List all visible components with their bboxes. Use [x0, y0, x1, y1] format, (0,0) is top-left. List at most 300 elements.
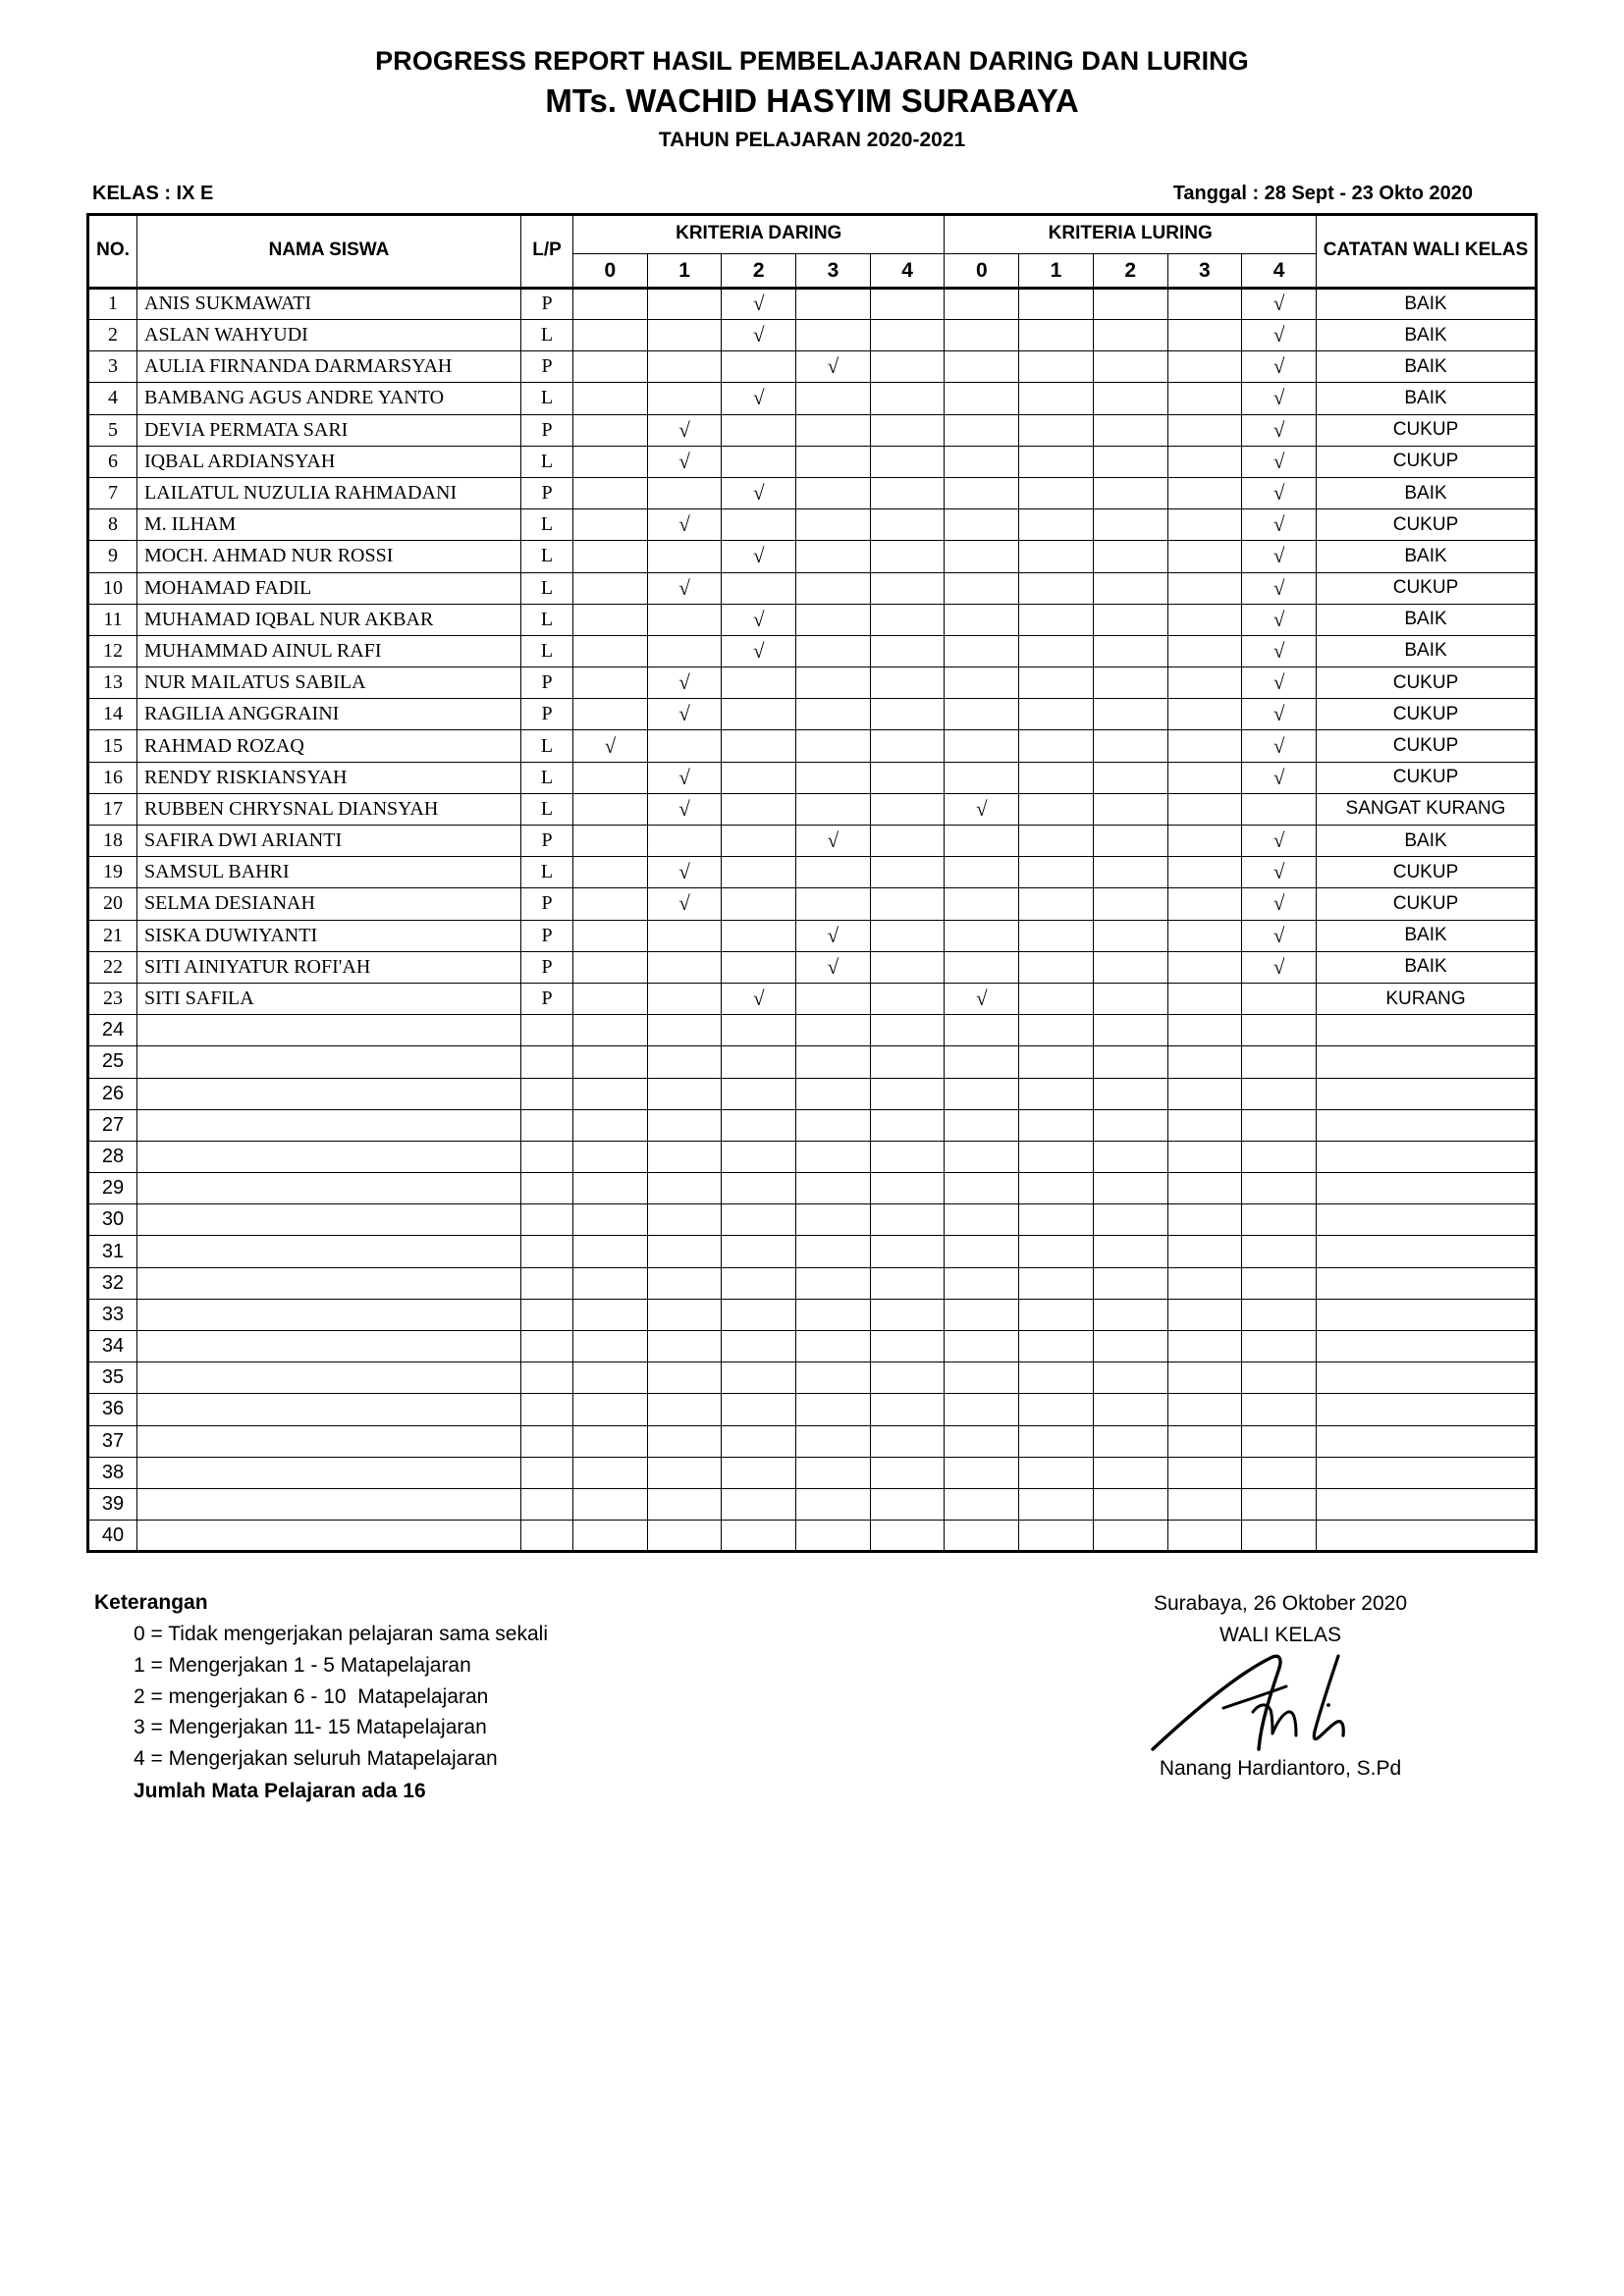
cell-daring-2: [722, 1015, 796, 1046]
cell-catatan: BAIK: [1317, 635, 1537, 667]
cell-luring-4: √: [1242, 699, 1317, 730]
cell-daring-4: [870, 1109, 945, 1141]
cell-luring-2: [1093, 1015, 1167, 1046]
cell-luring-4: [1242, 1078, 1317, 1109]
cell-luring-0: √: [945, 793, 1019, 825]
cell-lp: [521, 1141, 573, 1172]
cell-luring-4: √: [1242, 857, 1317, 888]
cell-luring-2: [1093, 1425, 1167, 1457]
cell-luring-0: √: [945, 983, 1019, 1014]
cell-daring-1: √: [647, 414, 722, 446]
cell-luring-2: [1093, 414, 1167, 446]
cell-daring-0: [573, 1488, 648, 1520]
cell-daring-1: √: [647, 762, 722, 793]
col-header-kriteria-daring-3: 3: [796, 253, 871, 288]
cell-lp: [521, 1362, 573, 1394]
cell-daring-1: [647, 983, 722, 1014]
cell-luring-0: [945, 1362, 1019, 1394]
cell-luring-0: [945, 635, 1019, 667]
cell-daring-1: [647, 541, 722, 572]
cell-daring-0: [573, 983, 648, 1014]
cell-daring-2: √: [722, 635, 796, 667]
cell-name: SITI AINIYATUR ROFI'AH: [137, 951, 521, 983]
cell-luring-1: [1019, 983, 1094, 1014]
cell-luring-1: [1019, 446, 1094, 477]
cell-luring-2: [1093, 635, 1167, 667]
cell-name: IQBAL ARDIANSYAH: [137, 446, 521, 477]
cell-name: [137, 1015, 521, 1046]
cell-luring-2: [1093, 1521, 1167, 1552]
cell-luring-1: [1019, 1173, 1094, 1204]
cell-daring-1: [647, 1394, 722, 1425]
table-head: [88, 214, 1537, 288]
cell-daring-1: [647, 1236, 722, 1267]
cell-luring-3: [1167, 920, 1242, 951]
cell-luring-4: [1242, 1204, 1317, 1236]
cell-luring-2: [1093, 951, 1167, 983]
cell-daring-4: [870, 857, 945, 888]
cell-luring-3: [1167, 857, 1242, 888]
cell-luring-0: [945, 1173, 1019, 1204]
cell-daring-2: [722, 699, 796, 730]
cell-luring-0: [945, 414, 1019, 446]
cell-catatan: [1317, 1046, 1537, 1078]
cell-name: [137, 1488, 521, 1520]
cell-luring-2: [1093, 983, 1167, 1014]
cell-luring-1: [1019, 1015, 1094, 1046]
cell-luring-0: [945, 288, 1019, 319]
cell-daring-2: [722, 1425, 796, 1457]
cell-lp: L: [521, 604, 573, 635]
cell-daring-2: √: [722, 477, 796, 508]
cell-name: [137, 1394, 521, 1425]
cell-luring-3: [1167, 730, 1242, 762]
cell-luring-1: [1019, 857, 1094, 888]
table-row: [88, 1015, 1537, 1046]
cell-daring-3: [796, 730, 871, 762]
cell-luring-2: [1093, 1267, 1167, 1299]
cell-luring-3: [1167, 1046, 1242, 1078]
cell-luring-1: [1019, 762, 1094, 793]
cell-name: ASLAN WAHYUDI: [137, 320, 521, 351]
keterangan-list: [94, 1619, 548, 1776]
cell-luring-1: [1019, 730, 1094, 762]
cell-daring-0: [573, 477, 648, 508]
cell-daring-0: [573, 509, 648, 541]
cell-daring-2: √: [722, 320, 796, 351]
cell-luring-4: √: [1242, 320, 1317, 351]
cell-daring-4: [870, 446, 945, 477]
cell-luring-2: [1093, 1236, 1167, 1267]
col-header-no: NO.: [88, 214, 137, 288]
cell-luring-4: √: [1242, 730, 1317, 762]
cell-luring-2: [1093, 793, 1167, 825]
document-footer: [86, 1588, 1538, 1807]
table-row: [88, 1521, 1537, 1552]
cell-luring-2: [1093, 888, 1167, 920]
cell-luring-4: √: [1242, 667, 1317, 699]
cell-luring-4: [1242, 1488, 1317, 1520]
cell-no: 7: [88, 477, 137, 508]
cell-luring-4: [1242, 1109, 1317, 1141]
cell-luring-1: [1019, 1299, 1094, 1330]
cell-name: [137, 1521, 521, 1552]
cell-lp: L: [521, 793, 573, 825]
col-header-lp: L/P: [521, 214, 573, 288]
cell-daring-4: [870, 1015, 945, 1046]
table-row: [88, 541, 1537, 572]
cell-name: [137, 1331, 521, 1362]
table-row: [88, 320, 1537, 351]
table-row: [88, 572, 1537, 604]
cell-luring-2: [1093, 446, 1167, 477]
cell-no: 36: [88, 1394, 137, 1425]
cell-luring-4: [1242, 1015, 1317, 1046]
cell-no: 12: [88, 635, 137, 667]
cell-no: 23: [88, 983, 137, 1014]
cell-daring-3: [796, 888, 871, 920]
cell-no: 24: [88, 1015, 137, 1046]
cell-daring-3: [796, 699, 871, 730]
cell-luring-1: [1019, 414, 1094, 446]
cell-luring-3: [1167, 1521, 1242, 1552]
cell-daring-1: [647, 383, 722, 414]
cell-daring-2: [722, 1046, 796, 1078]
cell-luring-4: √: [1242, 446, 1317, 477]
cell-name: AULIA FIRNANDA DARMARSYAH: [137, 351, 521, 383]
cell-daring-4: [870, 1457, 945, 1488]
cell-luring-1: [1019, 288, 1094, 319]
cell-daring-3: [796, 1236, 871, 1267]
cell-luring-1: [1019, 951, 1094, 983]
cell-name: MOHAMAD FADIL: [137, 572, 521, 604]
cell-daring-0: [573, 1141, 648, 1172]
cell-lp: [521, 1078, 573, 1109]
cell-lp: [521, 1204, 573, 1236]
cell-luring-1: [1019, 383, 1094, 414]
cell-catatan: CUKUP: [1317, 888, 1537, 920]
cell-luring-3: [1167, 635, 1242, 667]
cell-luring-0: [945, 762, 1019, 793]
cell-luring-1: [1019, 1046, 1094, 1078]
signature-name: Nanang Hardiantoro, S.Pd: [1159, 1757, 1402, 1781]
cell-luring-2: [1093, 1173, 1167, 1204]
cell-name: SITI SAFILA: [137, 983, 521, 1014]
cell-daring-3: √: [796, 351, 871, 383]
cell-daring-2: [722, 1141, 796, 1172]
cell-no: 27: [88, 1109, 137, 1141]
cell-daring-3: [796, 793, 871, 825]
cell-luring-3: [1167, 572, 1242, 604]
cell-daring-3: √: [796, 951, 871, 983]
table-row: [88, 1141, 1537, 1172]
cell-luring-3: [1167, 1394, 1242, 1425]
cell-luring-4: [1242, 983, 1317, 1014]
signature-place-date: Surabaya, 26 Oktober 2020: [1153, 1592, 1407, 1616]
cell-daring-1: [647, 1046, 722, 1078]
cell-lp: [521, 1457, 573, 1488]
cell-lp: P: [521, 667, 573, 699]
cell-name: [137, 1078, 521, 1109]
col-header-kriteria-daring-4: 4: [870, 253, 945, 288]
cell-daring-4: [870, 951, 945, 983]
cell-daring-2: [722, 762, 796, 793]
cell-daring-4: [870, 983, 945, 1014]
table-row: [88, 951, 1537, 983]
cell-luring-2: [1093, 383, 1167, 414]
cell-daring-1: √: [647, 667, 722, 699]
table-row: [88, 920, 1537, 951]
cell-name: MOCH. AHMAD NUR ROSSI: [137, 541, 521, 572]
cell-daring-0: [573, 1457, 648, 1488]
cell-luring-4: √: [1242, 351, 1317, 383]
cell-no: 35: [88, 1362, 137, 1394]
cell-daring-2: [722, 1173, 796, 1204]
cell-daring-1: [647, 951, 722, 983]
cell-luring-0: [945, 320, 1019, 351]
cell-lp: [521, 1046, 573, 1078]
table-row: [88, 414, 1537, 446]
cell-luring-1: [1019, 604, 1094, 635]
cell-luring-0: [945, 1015, 1019, 1046]
cell-luring-0: [945, 572, 1019, 604]
cell-name: SISKA DUWIYANTI: [137, 920, 521, 951]
cell-daring-4: [870, 793, 945, 825]
cell-luring-4: [1242, 1362, 1317, 1394]
cell-luring-0: [945, 857, 1019, 888]
cell-name: LAILATUL NUZULIA RAHMADANI: [137, 477, 521, 508]
cell-luring-1: [1019, 1204, 1094, 1236]
cell-luring-3: [1167, 1299, 1242, 1330]
cell-daring-1: √: [647, 699, 722, 730]
cell-daring-1: [647, 1015, 722, 1046]
cell-luring-3: [1167, 888, 1242, 920]
table-row: [88, 762, 1537, 793]
cell-no: 14: [88, 699, 137, 730]
cell-lp: [521, 1236, 573, 1267]
col-header-kriteria-luring-2: 2: [1093, 253, 1167, 288]
cell-catatan: [1317, 1394, 1537, 1425]
cell-luring-1: [1019, 477, 1094, 508]
cell-daring-4: [870, 541, 945, 572]
cell-daring-3: [796, 1141, 871, 1172]
cell-daring-3: [796, 1173, 871, 1204]
cell-catatan: BAIK: [1317, 320, 1537, 351]
keterangan-item-1: 1 = Mengerjakan 1 - 5 Matapelajaran: [134, 1653, 471, 1677]
cell-luring-4: √: [1242, 288, 1317, 319]
cell-luring-2: [1093, 920, 1167, 951]
cell-name: BAMBANG AGUS ANDRE YANTO: [137, 383, 521, 414]
cell-luring-3: [1167, 1267, 1242, 1299]
cell-daring-0: [573, 1173, 648, 1204]
cell-name: [137, 1204, 521, 1236]
cell-daring-2: [722, 1204, 796, 1236]
cell-luring-4: √: [1242, 762, 1317, 793]
cell-no: 10: [88, 572, 137, 604]
cell-daring-4: [870, 920, 945, 951]
cell-luring-3: [1167, 1141, 1242, 1172]
cell-daring-2: √: [722, 383, 796, 414]
cell-luring-0: [945, 509, 1019, 541]
cell-daring-1: [647, 1173, 722, 1204]
cell-lp: [521, 1521, 573, 1552]
cell-no: 20: [88, 888, 137, 920]
cell-daring-3: [796, 1015, 871, 1046]
cell-catatan: CUKUP: [1317, 509, 1537, 541]
cell-lp: P: [521, 920, 573, 951]
cell-catatan: [1317, 1331, 1537, 1362]
keterangan-item-0: 0 = Tidak mengerjakan pelajaran sama sekali: [134, 1622, 548, 1645]
cell-daring-1: [647, 730, 722, 762]
cell-daring-4: [870, 1299, 945, 1330]
cell-daring-2: [722, 888, 796, 920]
cell-catatan: [1317, 1267, 1537, 1299]
cell-daring-4: [870, 1046, 945, 1078]
cell-lp: P: [521, 477, 573, 508]
cell-daring-2: √: [722, 541, 796, 572]
cell-catatan: BAIK: [1317, 826, 1537, 857]
cell-luring-4: √: [1242, 541, 1317, 572]
cell-daring-2: [722, 1236, 796, 1267]
cell-daring-4: [870, 1521, 945, 1552]
cell-daring-3: [796, 983, 871, 1014]
cell-luring-3: [1167, 951, 1242, 983]
col-header-kriteria-luring-1: 1: [1019, 253, 1094, 288]
cell-luring-2: [1093, 1109, 1167, 1141]
cell-catatan: BAIK: [1317, 351, 1537, 383]
cell-daring-4: [870, 1362, 945, 1394]
table-row: [88, 730, 1537, 762]
cell-catatan: CUKUP: [1317, 762, 1537, 793]
cell-luring-1: [1019, 667, 1094, 699]
cell-daring-0: [573, 762, 648, 793]
cell-no: 3: [88, 351, 137, 383]
cell-luring-4: √: [1242, 604, 1317, 635]
cell-daring-3: [796, 477, 871, 508]
cell-daring-1: [647, 1521, 722, 1552]
col-header-kriteria-luring: KRITERIA LURING: [945, 214, 1317, 253]
cell-luring-0: [945, 604, 1019, 635]
cell-no: 34: [88, 1331, 137, 1362]
cell-daring-3: [796, 1109, 871, 1141]
cell-luring-3: [1167, 826, 1242, 857]
cell-luring-1: [1019, 320, 1094, 351]
cell-daring-0: [573, 1331, 648, 1362]
cell-catatan: KURANG: [1317, 983, 1537, 1014]
cell-luring-3: [1167, 1362, 1242, 1394]
cell-luring-4: [1242, 1425, 1317, 1457]
cell-daring-2: √: [722, 983, 796, 1014]
cell-daring-0: [573, 951, 648, 983]
cell-daring-0: [573, 1425, 648, 1457]
cell-luring-2: [1093, 320, 1167, 351]
cell-no: 26: [88, 1078, 137, 1109]
cell-name: [137, 1173, 521, 1204]
cell-catatan: [1317, 1362, 1537, 1394]
cell-daring-2: [722, 667, 796, 699]
cell-daring-2: [722, 793, 796, 825]
cell-daring-2: [722, 1267, 796, 1299]
cell-luring-3: [1167, 1236, 1242, 1267]
col-header-kriteria-luring-3: 3: [1167, 253, 1242, 288]
cell-name: [137, 1362, 521, 1394]
cell-daring-0: [573, 604, 648, 635]
cell-daring-0: [573, 635, 648, 667]
cell-luring-3: [1167, 1015, 1242, 1046]
table-row: [88, 1394, 1537, 1425]
cell-daring-0: [573, 667, 648, 699]
cell-luring-1: [1019, 572, 1094, 604]
cell-daring-4: [870, 1078, 945, 1109]
cell-daring-2: [722, 1457, 796, 1488]
cell-no: 32: [88, 1267, 137, 1299]
cell-luring-4: √: [1242, 826, 1317, 857]
cell-luring-4: √: [1242, 477, 1317, 508]
cell-daring-1: [647, 1109, 722, 1141]
cell-lp: [521, 1015, 573, 1046]
cell-lp: [521, 1394, 573, 1425]
cell-catatan: SANGAT KURANG: [1317, 793, 1537, 825]
cell-daring-3: [796, 509, 871, 541]
cell-no: 4: [88, 383, 137, 414]
cell-luring-1: [1019, 826, 1094, 857]
signature-block: [1074, 1588, 1538, 1807]
cell-daring-2: [722, 920, 796, 951]
cell-catatan: BAIK: [1317, 951, 1537, 983]
cell-daring-4: [870, 572, 945, 604]
cell-daring-4: [870, 1331, 945, 1362]
cell-daring-0: [573, 1362, 648, 1394]
cell-luring-1: [1019, 699, 1094, 730]
cell-daring-3: √: [796, 920, 871, 951]
cell-luring-4: [1242, 1521, 1317, 1552]
cell-daring-0: [573, 888, 648, 920]
cell-lp: [521, 1425, 573, 1457]
cell-luring-2: [1093, 1331, 1167, 1362]
cell-daring-3: [796, 572, 871, 604]
cell-daring-2: [722, 572, 796, 604]
keterangan-item-2: 2 = mengerjakan 6 - 10 Matapelajaran: [134, 1684, 489, 1708]
class-label: KELAS : IX E: [92, 182, 214, 204]
cell-lp: L: [521, 635, 573, 667]
table-row: [88, 383, 1537, 414]
table-row: [88, 1173, 1537, 1204]
cell-no: 31: [88, 1236, 137, 1267]
cell-no: 5: [88, 414, 137, 446]
cell-daring-2: [722, 1331, 796, 1362]
cell-luring-1: [1019, 1457, 1094, 1488]
cell-luring-0: [945, 1204, 1019, 1236]
cell-daring-0: [573, 446, 648, 477]
cell-daring-4: [870, 635, 945, 667]
cell-luring-2: [1093, 667, 1167, 699]
cell-catatan: CUKUP: [1317, 699, 1537, 730]
keterangan-item-3: 3 = Mengerjakan 11- 15 Matapelajaran: [134, 1716, 487, 1739]
cell-daring-3: √: [796, 826, 871, 857]
cell-catatan: [1317, 1109, 1537, 1141]
cell-catatan: BAIK: [1317, 920, 1537, 951]
cell-luring-1: [1019, 541, 1094, 572]
cell-luring-1: [1019, 1488, 1094, 1520]
cell-name: SAMSUL BAHRI: [137, 857, 521, 888]
cell-daring-2: [722, 1362, 796, 1394]
cell-luring-4: [1242, 793, 1317, 825]
cell-daring-1: [647, 635, 722, 667]
cell-luring-4: √: [1242, 920, 1317, 951]
cell-luring-2: [1093, 762, 1167, 793]
cell-daring-3: [796, 1394, 871, 1425]
cell-luring-4: [1242, 1046, 1317, 1078]
